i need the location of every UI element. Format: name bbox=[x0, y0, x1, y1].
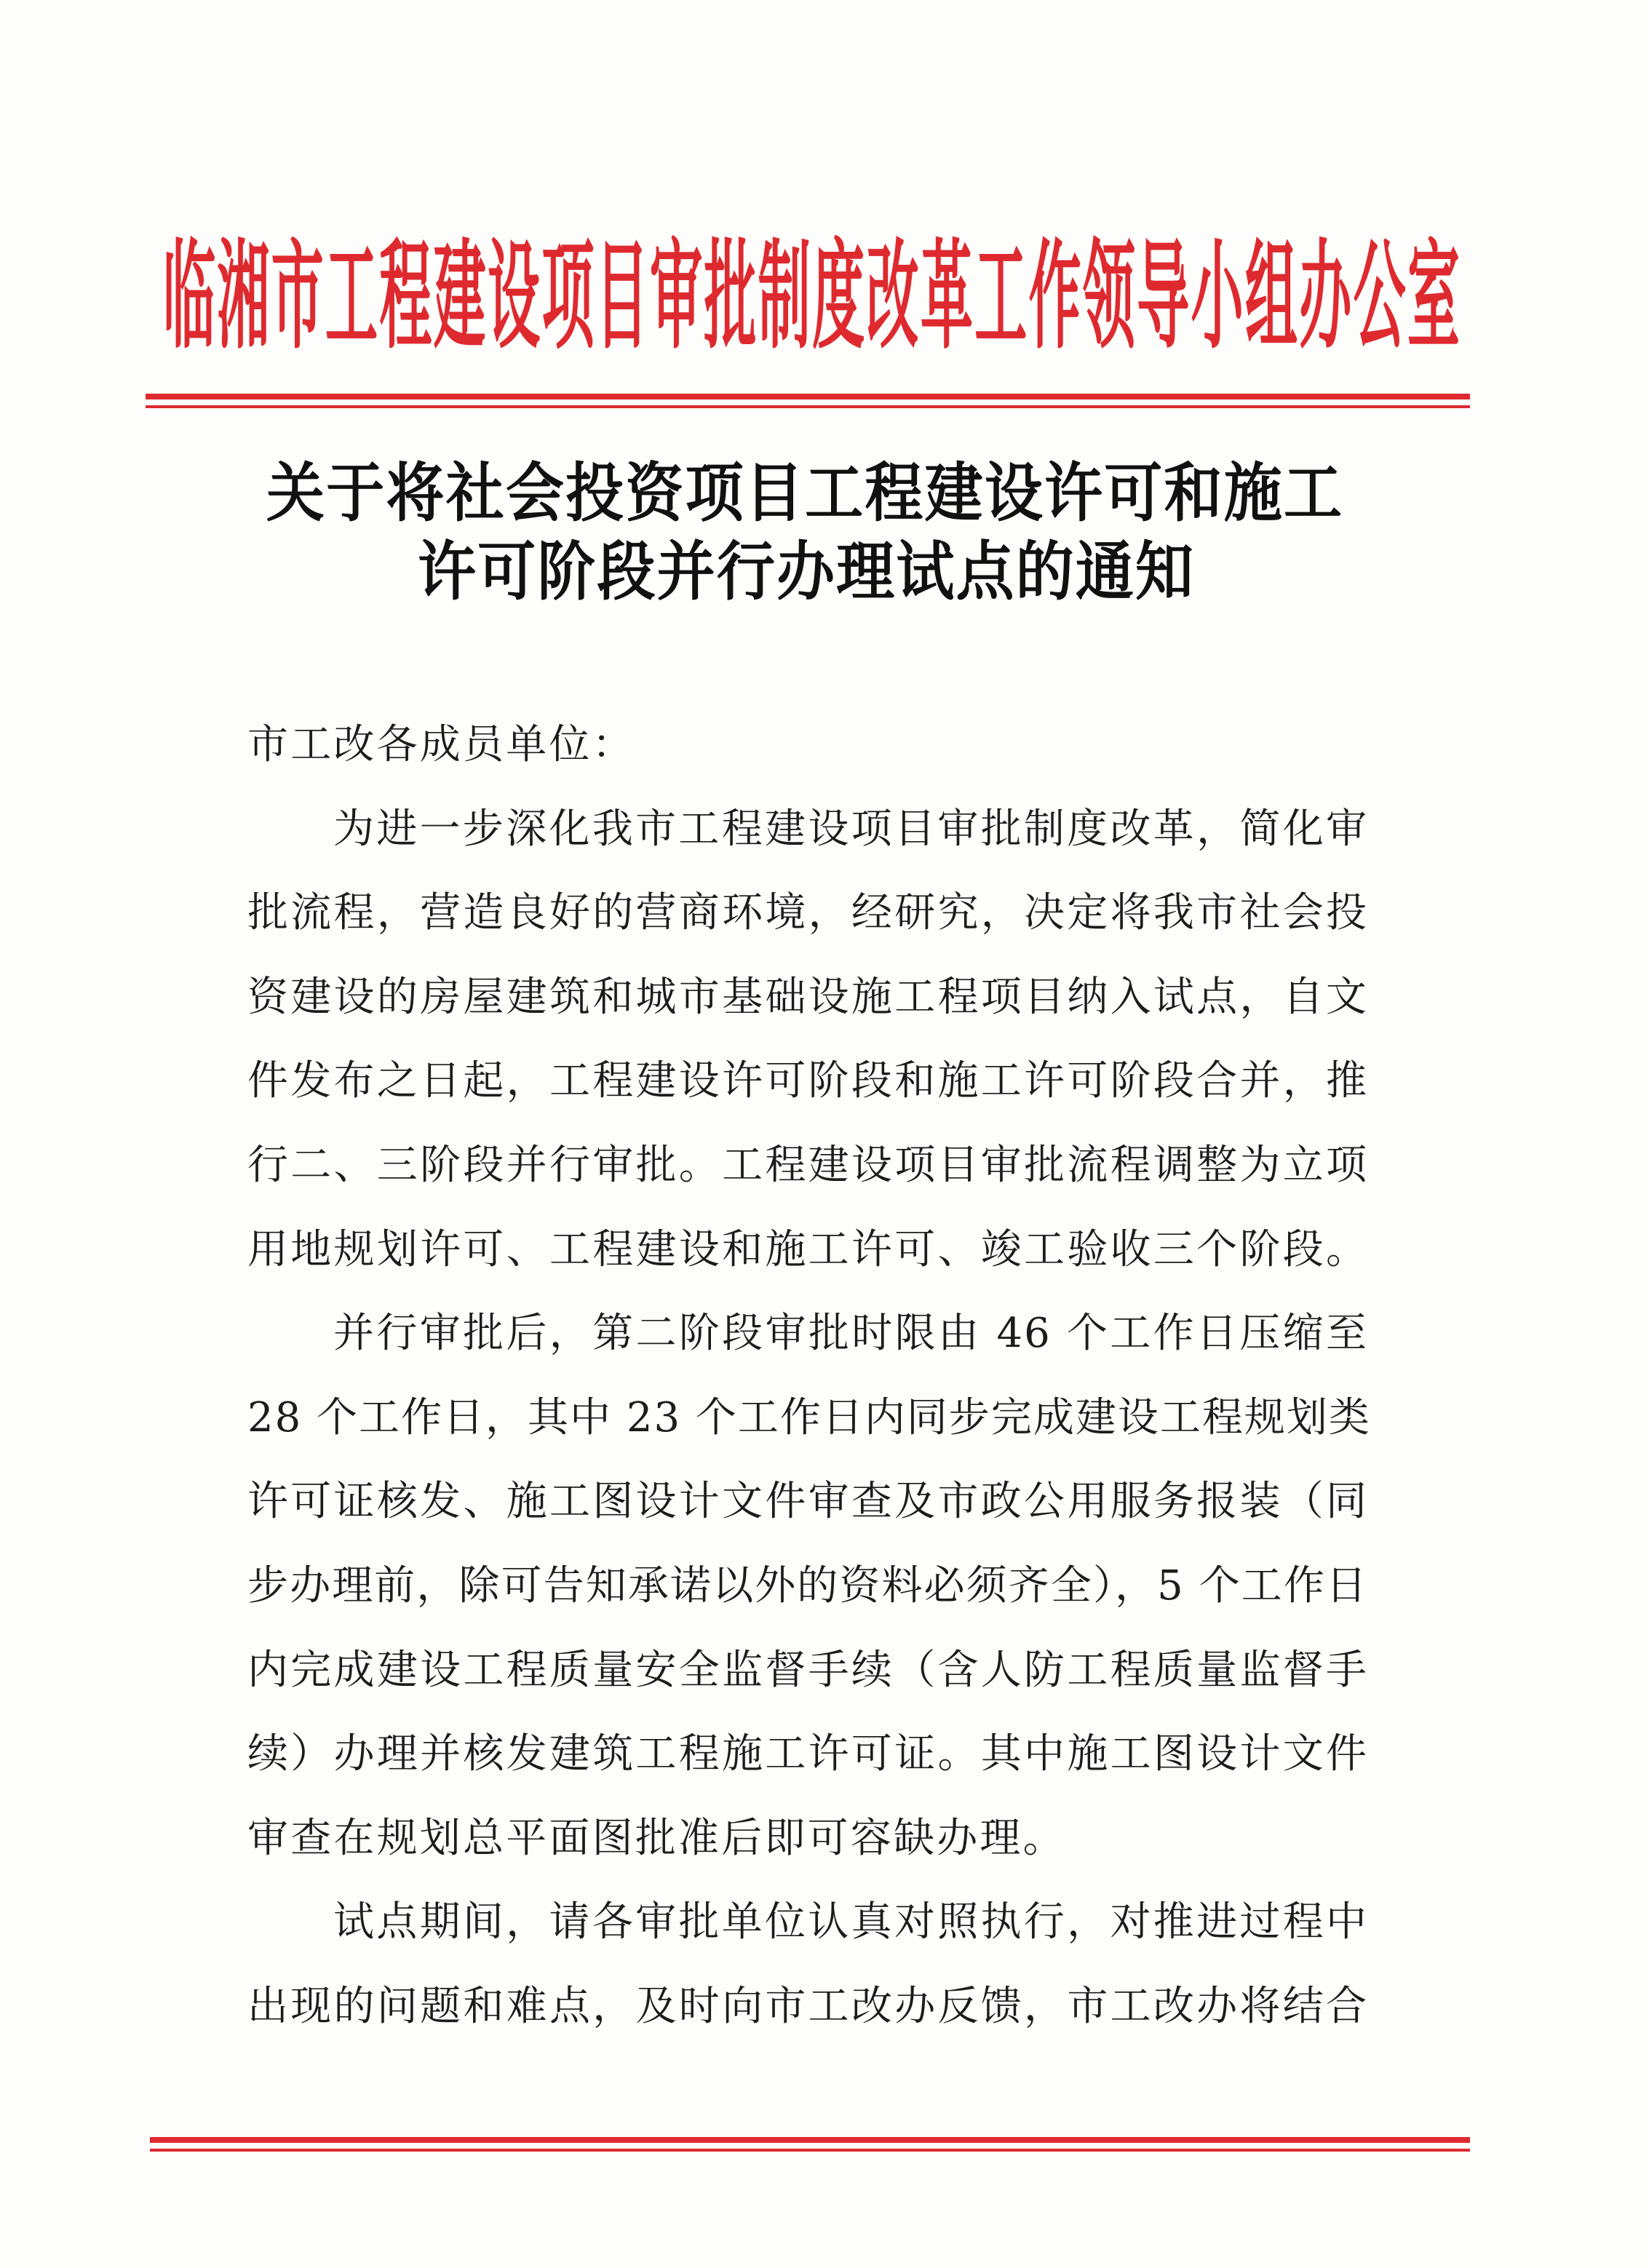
letterhead-rule-thick bbox=[146, 394, 1470, 399]
paragraph-line: 内完成建设工程质量安全监督手续（含人防工程质量监督手 bbox=[247, 1646, 1368, 1694]
paragraph-line: 步办理前，除可告知承诺以外的资料必须齐全），5 个工作日 bbox=[247, 1561, 1368, 1610]
paragraph-line: 出现的问题和难点，及时向市工改办反馈，市工改办将结合 bbox=[247, 1982, 1368, 2030]
paragraph-line: 行二、三阶段并行审批。工程建设项目审批流程调整为立项 bbox=[247, 1141, 1368, 1189]
paragraph-line: 资建设的房屋建筑和城市基础设施工程项目纳入试点，自文 bbox=[247, 973, 1368, 1021]
notice-title-line-2: 许可阶段并行办理试点的通知 bbox=[418, 533, 1193, 609]
notice-title-line-1: 关于将社会投资项目工程建设许可和施工 bbox=[266, 455, 1342, 530]
paragraph-line: 为进一步深化我市工程建设项目审批制度改革，简化审 bbox=[333, 805, 1368, 853]
paragraph-line: 用地规划许可、工程建设和施工许可、竣工验收三个阶段。 bbox=[247, 1225, 1368, 1273]
paragraph-line: 批流程，营造良好的营商环境，经研究，决定将我市社会投 bbox=[247, 889, 1368, 937]
notice-body bbox=[247, 703, 1371, 2049]
paragraph-line: 件发布之日起，工程建设许可阶段和施工许可阶段合并，推 bbox=[247, 1057, 1368, 1105]
paragraph-2 bbox=[247, 1292, 1371, 1880]
footer-rule-thick bbox=[150, 2137, 1470, 2143]
paragraph-line: 审查在规划总平面图批准后即可容缺办理。 bbox=[247, 1814, 1066, 1862]
paragraph-3 bbox=[247, 1880, 1368, 2048]
letterhead-title: 临湘市工程建设项目审批制度改革工作领导小组办公室 bbox=[163, 227, 1460, 365]
paragraph-line: 并行审批后，第二阶段审批时限由 46 个工作日压缩至 bbox=[333, 1310, 1368, 1358]
paragraph-line: 28 个工作日，其中 23 个工作日内同步完成建设工程规划类 bbox=[247, 1393, 1371, 1441]
paragraph-line: 许可证核发、施工图设计文件审查及市政公用服务报装（同 bbox=[247, 1478, 1368, 1526]
paragraph-line: 试点期间，请各审批单位认真对照执行，对推进过程中 bbox=[333, 1898, 1368, 1946]
paragraph-line: 续）办理并核发建筑工程施工许可证。其中施工图设计文件 bbox=[247, 1730, 1368, 1778]
letterhead-rule-thin bbox=[146, 405, 1470, 408]
paragraph-1 bbox=[247, 787, 1368, 1292]
salutation: 市工改各成员单位： bbox=[247, 721, 635, 768]
footer-rule-thin bbox=[150, 2149, 1470, 2152]
